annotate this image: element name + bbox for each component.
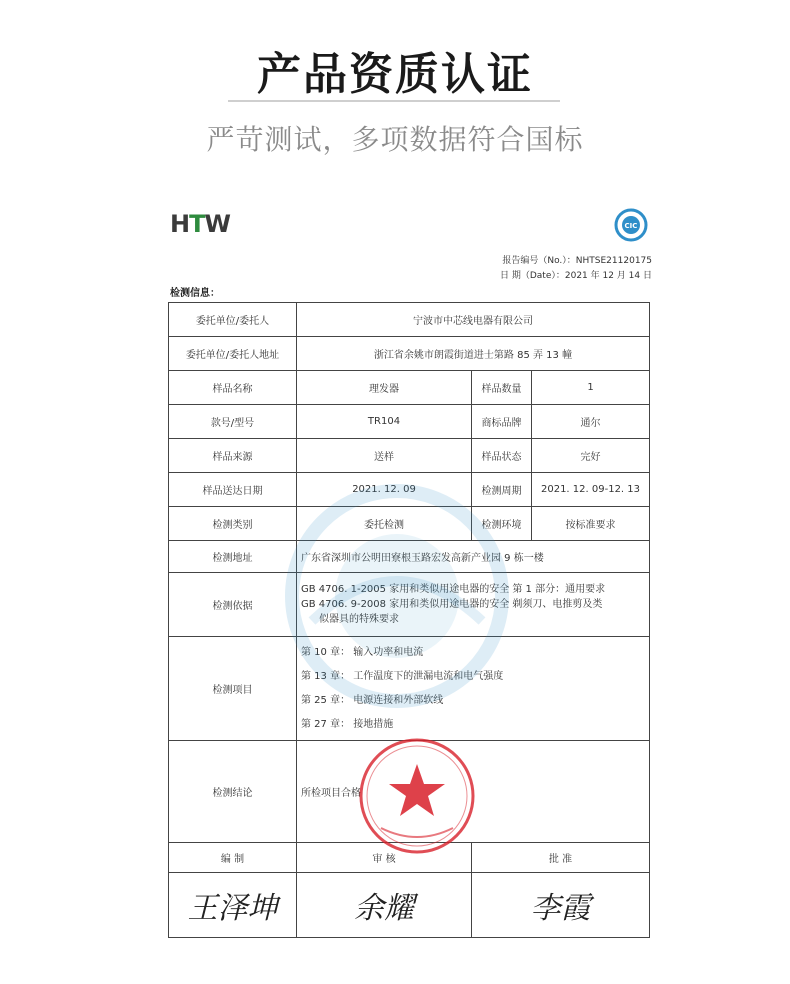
env-label: 检测环境	[472, 507, 532, 541]
list-item: 第 25 章： 电源连接和外部软线	[301, 694, 444, 706]
basis-label: 检测依据	[169, 573, 297, 637]
source-value: 送样	[297, 439, 472, 473]
certificate-document	[152, 196, 662, 966]
table-row	[169, 371, 650, 405]
source-label: 样品来源	[169, 439, 297, 473]
list-item: 第 13 章： 工作温度下的泄漏电流和电气强度	[301, 670, 504, 682]
table-row	[169, 337, 650, 371]
table-row	[169, 473, 650, 507]
review-label: 审 核	[297, 843, 472, 873]
svg-text:CIC: CIC	[624, 222, 638, 230]
cic-logo-icon	[614, 208, 648, 242]
type-label: 检测类别	[169, 507, 297, 541]
htw-logo: HTW	[170, 210, 230, 238]
items-label: 检测项目	[169, 637, 297, 741]
sample-qty-label: 样品数量	[472, 371, 532, 405]
address-label: 委托单位/委托人地址	[169, 337, 297, 371]
table-row	[169, 873, 650, 938]
basis-line: GB 4706. 9-2008 家用和类似用途电器的安全 剃须刀、电推剪及类	[301, 599, 603, 610]
sample-qty-value: 1	[532, 371, 650, 405]
table-row	[169, 843, 650, 873]
list-item: 第 10 章： 输入功率和电流	[301, 646, 424, 658]
compiled-signature: 王泽坤	[169, 873, 297, 938]
table-row	[169, 541, 650, 573]
title-divider	[228, 100, 560, 102]
list-item: 第 27 章： 接地措施	[301, 718, 394, 730]
approve-signature: 李霞	[472, 873, 650, 938]
report-meta	[500, 254, 652, 284]
test-info-table	[168, 302, 650, 938]
delivery-value: 2021. 12. 09	[297, 473, 472, 507]
table-row	[169, 637, 650, 741]
basis-line: GB 4706. 1-2005 家用和类似用途电器的安全 第 1 部分：通用要求	[301, 584, 606, 595]
review-signature: 余耀	[297, 873, 472, 938]
sample-name-value: 理发器	[297, 371, 472, 405]
table-row	[169, 741, 650, 843]
delivery-label: 样品送达日期	[169, 473, 297, 507]
site-label: 检测地址	[169, 541, 297, 573]
items-list	[297, 637, 650, 741]
table-row	[169, 405, 650, 439]
conclusion-value: 所检项目合格	[297, 741, 650, 843]
table-row	[169, 573, 650, 637]
type-value: 委托检测	[297, 507, 472, 541]
env-value: 按标准要求	[532, 507, 650, 541]
approve-label: 批 准	[472, 843, 650, 873]
brand-value: 通尔	[532, 405, 650, 439]
model-label: 款号/型号	[169, 405, 297, 439]
table-row	[169, 507, 650, 541]
period-label: 检测周期	[472, 473, 532, 507]
conclusion-label: 检测结论	[169, 741, 297, 843]
report-number: 报告编号（No.）：NHTSE21120175	[502, 256, 652, 266]
basis-line: 似器具的特殊要求	[319, 614, 399, 625]
report-date: 日 期（Date）：2021 年 12 月 14 日	[500, 271, 652, 281]
brand-label: 商标品牌	[472, 405, 532, 439]
period-value: 2021. 12. 09-12. 13	[532, 473, 650, 507]
sample-name-label: 样品名称	[169, 371, 297, 405]
client-label: 委托单位/委托人	[169, 303, 297, 337]
table-row	[169, 439, 650, 473]
client-value: 宁波市中芯线电器有限公司	[297, 303, 650, 337]
state-label: 样品状态	[472, 439, 532, 473]
site-value: 广东省深圳市公明田寮根玉路宏发高新产业园 9 栋一楼	[297, 541, 650, 573]
address-value: 浙江省余姚市朗霞街道进士第路 85 弄 13 幢	[297, 337, 650, 371]
section-label: 检测信息：	[170, 288, 220, 299]
compiled-label: 编 制	[169, 843, 297, 873]
page-subtitle: 严苛测试，多项数据符合国标	[206, 123, 584, 156]
table-row	[169, 303, 650, 337]
page-title: 产品资质认证	[257, 49, 533, 100]
model-value: TR104	[297, 405, 472, 439]
state-value: 完好	[532, 439, 650, 473]
basis-value	[297, 573, 650, 637]
